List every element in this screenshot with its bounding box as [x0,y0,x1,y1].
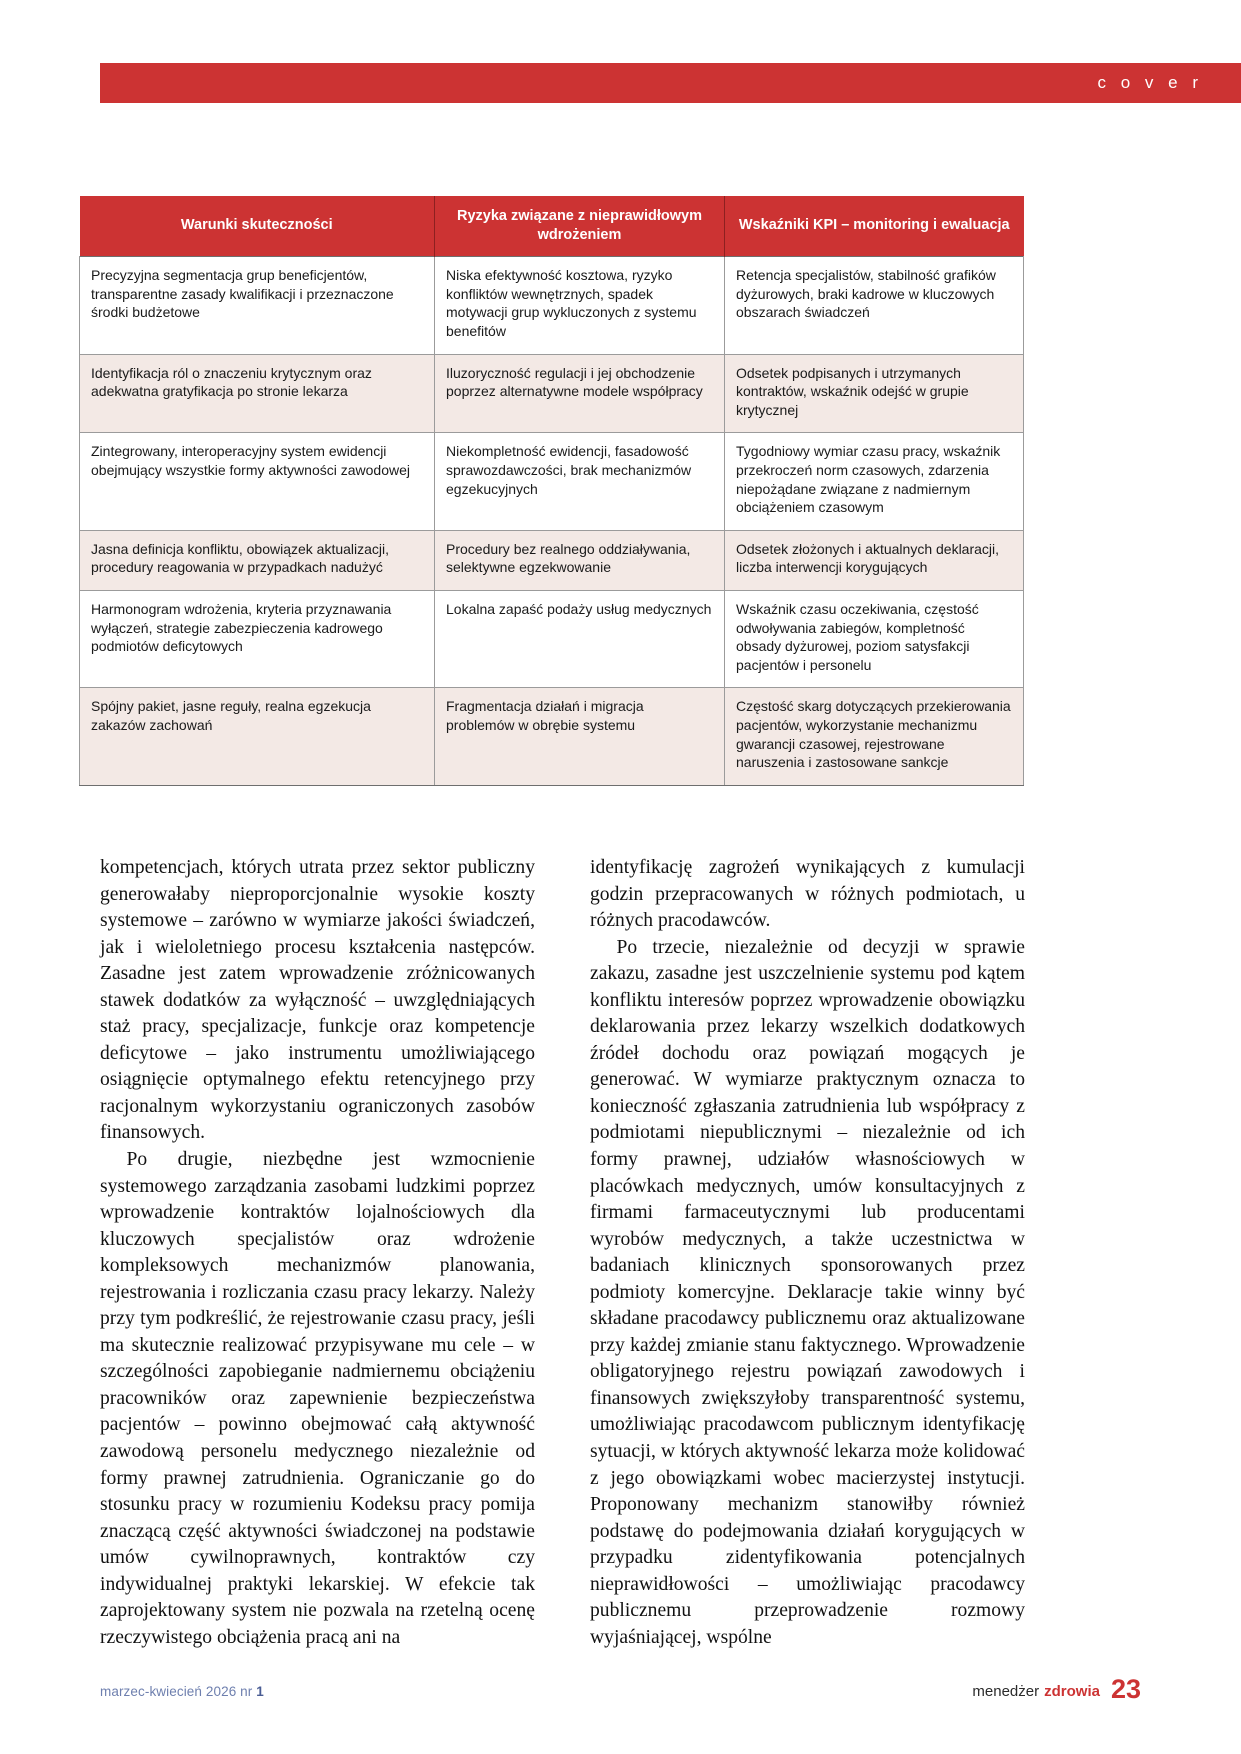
table-cell-kpi: Odsetek złożonych i aktualnych deklaracji, liczba interwencji korygujących [725,530,1024,590]
table-row [80,257,1024,354]
paragraph: kompetencjach, których utrata przez sektor publiczny generowałaby nieproporcjonalnie wysokie koszty systemowe – zarówno w wymiarze jakości świadczeń, jak i wieloletniego procesu kształcenia następców. Zasadne jest zatem wprowadzenie zróżnicowanych stawek dodatków za wyłączność – uwzględniających staż pracy, specjalizacje, funkcje oraz kompetencje deficytowe – jako instrumentu umożliwiającego osiągnięcie optymalnego efektu retencyjnego przy racjonalnym wykorzystaniu ograniczonych zasobów finansowych. [100,857,535,1144]
page-number: 23 [1110,1674,1141,1704]
table-row [80,433,1024,530]
table-header-ryzyka: Ryzyka związane z nieprawidłowym wdrożeniem [435,196,725,257]
table-cell-warunki: Identyfikacja ról o znaczeniu krytycznym oraz adekwatna gratyfikacja po stronie lekarza [80,354,435,433]
issue-label: marzec-kwiecień 2026 nr [100,1684,257,1699]
cover-banner-label: c o v e r [1097,73,1203,92]
paragraph: Po drugie, niezbędne jest wzmocnienie systemowego zarządzania zasobami ludzkimi poprzez wprowadzenie kontraktów lojalnościowych dla kluczowych specjalistów oraz wdrożenie kompleksowych mechanizmów planowania, rejestrowania i rozliczania czasu pracy lekarzy. Należy przy tym podkreślić, że rejestrowanie czasu pracy, jeśli ma skutecznie realizować przypisywane mu cele – w szczególności zapobieganie nadmiernemu obciążeniu pracowników oraz zapewnienie bezpieczeństwa pacjentów – powinno obejmować całą aktywność zawodową personelu medycznego niezależnie od formy prawnej zatrudnienia. Ograniczanie go do stosunku pracy w rozumieniu Kodeksu pracy pomija znaczącą część aktywności świadczonej na podstawie umów cywilnoprawnych, kontraktów czy indywidualnej praktyki lekarskiej. W efekcie tak zaprojektowany system nie pozwala na rzetelną ocenę rzeczywistego obciążenia pracą ani na [100,1149,535,1648]
table-cell-ryzyka: Procedury bez realnego oddziaływania, selektywne egzekwowanie [435,530,725,590]
table-cell-warunki: Precyzyjna segmentacja grup beneficjentów, transparentne zasady kwalifikacji i przeznaczone środki budżetowe [80,257,435,354]
paragraph: identyfikację zagrożeń wynikających z kumulacji godzin przepracowanych w różnych podmiotach, u różnych pracodawców. [590,857,1025,932]
table-cell-kpi: Częstość skarg dotyczących przekierowania pacjentów, wykorzystanie mechanizmu gwarancji czasowej, rejestrowane naruszenia i zastosowane sankcje [725,688,1024,785]
brand-name-first: menedżer [972,1683,1040,1700]
table-row [80,354,1024,433]
article-column-left [100,855,535,1651]
article-column-right [590,855,1025,1651]
cover-banner [100,63,1241,103]
table-header-kpi: Wskaźniki KPI – monitoring i ewaluacja [725,196,1024,257]
article-body [100,855,1025,1651]
issue-info [100,1684,264,1699]
table-cell-kpi: Retencja specjalistów, stabilność grafików dyżurowych, braki kadrowe w kluczowych obszarach świadczeń [725,257,1024,354]
table-cell-warunki: Spójny pakiet, jasne reguły, realna egzekucja zakazów zachowań [80,688,435,785]
table-cell-warunki: Harmonogram wdrożenia, kryteria przyznawania wyłączeń, strategie zabezpieczenia kadrowego podmiotów deficytowych [80,591,435,688]
table-row [80,530,1024,590]
brand-name-second: zdrowia [1044,1683,1100,1700]
table-cell-warunki: Jasna definicja konfliktu, obowiązek aktualizacji, procedury reagowania w przypadkach nadużyć [80,530,435,590]
kpi-table [79,196,1024,786]
table-cell-kpi: Wskaźnik czasu oczekiwania, częstość odwoływania zabiegów, kompletność obsady dyżurowej, poziom satysfakcji pacjentów i personelu [725,591,1024,688]
table-cell-kpi: Odsetek podpisanych i utrzymanych kontraktów, wskaźnik odejść w grupie krytycznej [725,354,1024,433]
table-row [80,591,1024,688]
table-cell-ryzyka: Iluzoryczność regulacji i jej obchodzenie poprzez alternatywne modele współpracy [435,354,725,433]
kpi-table-container [79,196,1023,786]
table-cell-ryzyka: Lokalna zapaść podaży usług medycznych [435,591,725,688]
brand-and-page [972,1672,1141,1703]
table-cell-ryzyka: Niska efektywność kosztowa, ryzyko konfliktów wewnętrznych, spadek motywacji grup wykluczonych z systemu benefitów [435,257,725,354]
table-cell-ryzyka: Niekompletność ewidencji, fasadowość sprawozdawczości, brak mechanizmów egzekucyjnych [435,433,725,530]
table-row [80,688,1024,785]
table-header-row [80,196,1024,257]
table-cell-ryzyka: Fragmentacja działań i migracja problemów w obrębie systemu [435,688,725,785]
table-header-warunki: Warunki skuteczności [80,196,435,257]
table-cell-kpi: Tygodniowy wymiar czasu pracy, wskaźnik przekroczeń norm czasowych, zdarzenia niepożądane związane z nadmiernym obciążeniem czasowym [725,433,1024,530]
page-footer [100,1672,1141,1704]
issue-number: 1 [256,1684,264,1699]
table-cell-warunki: Zintegrowany, interoperacyjny system ewidencji obejmujący wszystkie formy aktywności zawodowej [80,433,435,530]
paragraph: Po trzecie, niezależnie od decyzji w sprawie zakazu, zasadne jest uszczelnienie systemu pod kątem konfliktu interesów poprzez wprowadzenie obowiązku deklarowania przez lekarzy wszelkich dodatkowych źródeł dochodu oraz powiązań mogących je generować. W wymiarze praktycznym oznacza to konieczność zgłaszania zatrudnienia lub współpracy z podmiotami niepublicznymi – niezależnie od ich formy prawnej, udziałów własnościowych w placówkach medycznych, umów konsultacyjnych z firmami farmaceutycznymi lub producentami wyrobów medycznych, a także uczestnictwa w badaniach klinicznych sponsorowanych przez podmioty komercyjne. Deklaracje takie winny być składane pracodawcy publicznemu oraz aktualizowane przy każdej zmianie stanu faktycznego. Wprowadzenie obligatoryjnego rejestru powiązań zawodowych i finansowych zwiększyłoby transparentność systemu, umożliwiając pracodawcom publicznym identyfikację sytuacji, w których aktywność lekarza może kolidować z jego obowiązkami wobec macierzystej instytucji. Proponowany mechanizm stanowiłby również podstawę do podejmowania działań korygujących w przypadku zidentyfikowania potencjalnych nieprawidłowości – umożliwiając pracodawcy publicznemu przeprowadzenie rozmowy wyjaśniającej, wspólne [590,936,1025,1648]
